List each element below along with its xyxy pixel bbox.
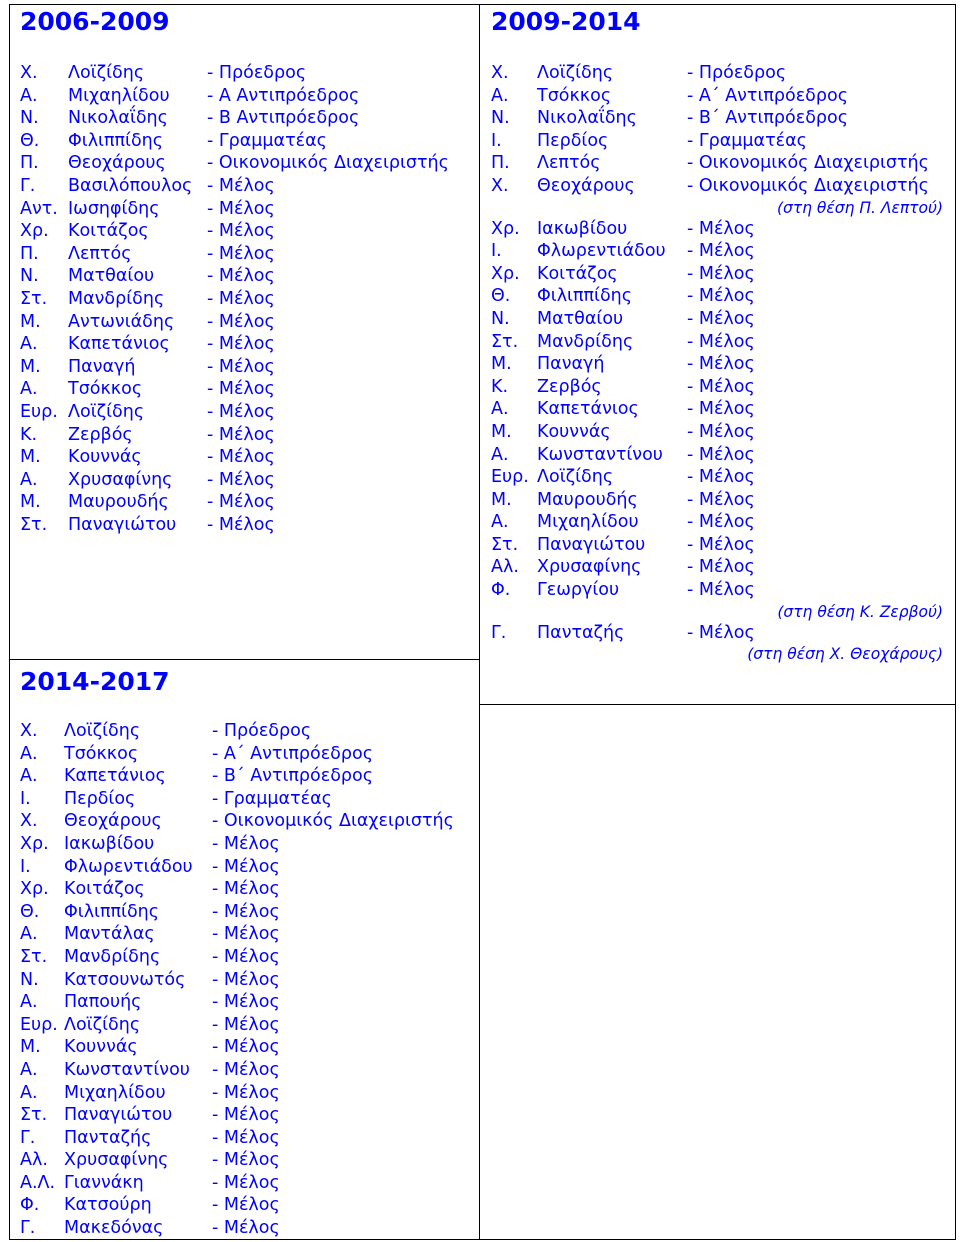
- member-surname: Κατσουνωτός: [64, 969, 186, 990]
- member-role: - Μέλος: [207, 356, 275, 377]
- section-title: 2006-2009: [20, 7, 170, 36]
- member-surname: Πανταζής: [64, 1127, 152, 1148]
- member-role: - Πρόεδρος: [207, 63, 307, 83]
- member-initial: Μ.: [20, 356, 41, 377]
- member-role: - Μέλος: [207, 288, 275, 309]
- member-row: [491, 489, 947, 512]
- member-surname: Κοιτάζος: [68, 221, 149, 242]
- member-surname: Φλωρεντιάδου: [64, 856, 193, 877]
- member-initial: Χρ.: [491, 218, 520, 239]
- member-surname: Ιακωβίδου: [64, 833, 155, 854]
- member-initial: Στ.: [491, 331, 519, 352]
- member-surname: Ματθαίου: [68, 266, 155, 287]
- committee-table: [9, 4, 956, 1240]
- member-row: [491, 130, 947, 153]
- member-role: - Μέλος: [207, 198, 275, 219]
- member-surname: Τσόκκος: [64, 743, 139, 764]
- member-initial: Μ.: [491, 354, 512, 375]
- member-role: - Μέλος: [212, 833, 280, 854]
- member-surname: Θεοχάρους: [537, 175, 635, 196]
- member-initial: Α.: [491, 85, 509, 106]
- member-role: - Μέλος: [212, 1218, 280, 1239]
- member-surname: Χρυσαφίνης: [537, 557, 642, 578]
- member-surname: Γιαννάκη: [64, 1172, 144, 1193]
- member-role: - Μέλος: [687, 286, 755, 307]
- member-note-text: (στη θέση Χ. Θεοχάρους): [747, 645, 943, 664]
- member-role: - Μέλος: [687, 622, 755, 643]
- member-surname: Λοϊζίδης: [68, 63, 145, 83]
- member-role: - Α΄ Αντιπρόεδρος: [687, 85, 848, 106]
- member-role: - Γραμματέας: [687, 130, 807, 151]
- member-role: - Μέλος: [687, 557, 755, 578]
- member-role: - Μέλος: [687, 534, 755, 555]
- member-row: [491, 421, 947, 444]
- member-initial: Γ.: [491, 622, 507, 643]
- member-surname: Γεωργίου: [537, 580, 620, 601]
- member-role: - Μέλος: [212, 1127, 280, 1148]
- member-initial: Α.: [491, 512, 509, 533]
- member-initial: Α.: [20, 85, 38, 106]
- member-surname: Μιχαηλίδου: [537, 512, 639, 533]
- member-role: - Μέλος: [207, 424, 275, 445]
- member-initial: Ευρ.: [491, 467, 529, 488]
- member-row: [491, 240, 947, 263]
- member-initial: Κ.: [20, 424, 38, 445]
- member-initial: Μ.: [491, 489, 512, 510]
- member-role: - Μέλος: [207, 266, 275, 287]
- member-surname: Λοϊζίδης: [64, 721, 141, 741]
- member-surname: Πανταζής: [537, 622, 625, 643]
- member-role: - Μέλος: [687, 308, 755, 329]
- member-surname: Μανδρίδης: [537, 331, 634, 352]
- member-role: - Γραμματέας: [212, 788, 332, 809]
- member-initial: Α.: [491, 399, 509, 420]
- member-surname: Κοιτάζος: [537, 263, 618, 284]
- member-initial: Α.: [491, 444, 509, 465]
- member-note-text: (στη θέση Κ. Ζερβού): [777, 602, 943, 621]
- member-initial: Ν.: [20, 108, 39, 129]
- member-role: - Μέλος: [687, 580, 755, 601]
- member-initial: Ν.: [491, 308, 510, 329]
- member-row: [491, 107, 947, 130]
- member-role: - Μέλος: [687, 399, 755, 420]
- member-role: - Μέλος: [207, 243, 275, 264]
- member-note: [491, 198, 947, 218]
- member-surname: Ζερβός: [68, 424, 133, 445]
- member-surname: Παναγιώτου: [68, 514, 177, 535]
- member-role: - Μέλος: [687, 354, 755, 375]
- member-initial: Θ.: [20, 901, 40, 922]
- member-role: - Μέλος: [207, 514, 275, 535]
- member-role: - Μέλος: [207, 311, 275, 332]
- member-role: - Μέλος: [212, 1014, 280, 1035]
- member-surname: Τσόκκος: [68, 379, 143, 400]
- member-row: [491, 218, 947, 241]
- member-row: [491, 62, 947, 85]
- member-role: - Μέλος: [212, 1105, 280, 1126]
- member-note-text: (στη θέση Π. Λεπτού): [776, 198, 943, 217]
- member-role: - Μέλος: [687, 421, 755, 442]
- member-initial: Α.: [20, 766, 38, 787]
- member-surname: Ματθαίου: [537, 308, 624, 329]
- border-right-split: [479, 704, 956, 705]
- member-row: [491, 331, 947, 354]
- member-initial: Ι.: [20, 788, 31, 809]
- member-role: - Μέλος: [212, 1059, 280, 1080]
- member-initial: Π.: [20, 153, 39, 174]
- member-initial: Μ.: [20, 1037, 41, 1058]
- member-initial: Χρ.: [491, 263, 520, 284]
- member-role: - Μέλος: [212, 1037, 280, 1058]
- member-role: - Μέλος: [207, 175, 275, 196]
- member-surname: Λεπτός: [68, 243, 132, 264]
- member-initial: Χ.: [491, 175, 509, 196]
- member-surname: Περδίος: [64, 788, 136, 809]
- section-title: 2014-2017: [20, 667, 170, 696]
- section-2006-2009: [9, 4, 479, 659]
- member-initial: Κ.: [491, 376, 509, 397]
- member-role: - Οικονομικός Διαχειριστής: [687, 175, 929, 196]
- member-initial: Ν.: [491, 108, 510, 129]
- member-initial: Μ.: [20, 311, 41, 332]
- member-row: [491, 308, 947, 331]
- member-role: - Β Αντιπρόεδρος: [207, 108, 360, 129]
- member-initial: Α.: [20, 1082, 38, 1103]
- member-role: - Μέλος: [687, 376, 755, 397]
- member-role: - Οικονομικός Διαχειριστής: [207, 153, 449, 174]
- member-role: - Πρόεδρος: [212, 721, 312, 741]
- member-surname: Λοϊζίδης: [537, 63, 614, 83]
- member-surname: Παναγή: [68, 356, 136, 377]
- member-initial: Ι.: [491, 130, 502, 151]
- member-surname: Ζερβός: [537, 376, 602, 397]
- member-surname: Παναγή: [537, 354, 605, 375]
- member-role: - Μέλος: [212, 1172, 280, 1193]
- member-role: - Μέλος: [207, 334, 275, 355]
- member-role: - Μέλος: [687, 489, 755, 510]
- member-surname: Τσόκκος: [537, 85, 612, 106]
- member-initial: Θ.: [20, 130, 40, 151]
- member-role: - Μέλος: [212, 1150, 280, 1171]
- member-row: [491, 353, 947, 376]
- member-surname: Περδίος: [537, 130, 609, 151]
- member-row: [491, 263, 947, 286]
- member-role: - Μέλος: [687, 444, 755, 465]
- member-initial: Χρ.: [20, 879, 49, 900]
- member-initial: Ευρ.: [20, 401, 58, 422]
- member-initial: Χ.: [20, 811, 38, 832]
- member-note: [491, 644, 947, 664]
- member-initial: Χ.: [491, 63, 509, 83]
- member-initial: Αλ.: [20, 1150, 48, 1171]
- member-surname: Θεοχάρους: [68, 153, 166, 174]
- member-surname: Λεπτός: [537, 153, 601, 174]
- member-initial: Χ.: [20, 721, 38, 741]
- member-row: [491, 398, 947, 421]
- member-role: - Μέλος: [212, 879, 280, 900]
- member-initial: Στ.: [20, 288, 48, 309]
- member-surname: Χρυσαφίνης: [64, 1150, 169, 1171]
- border-right: [955, 4, 956, 1240]
- member-role: - Μέλος: [687, 331, 755, 352]
- member-row: [491, 622, 947, 645]
- member-role: - Α΄ Αντιπρόεδρος: [212, 743, 373, 764]
- section-2014-2017: [9, 660, 479, 1240]
- member-row: [491, 376, 947, 399]
- member-role: - Μέλος: [207, 379, 275, 400]
- member-role: - Μέλος: [207, 447, 275, 468]
- member-surname: Λοϊζίδης: [64, 1014, 141, 1035]
- member-surname: Κωνσταντίνου: [537, 444, 663, 465]
- member-initial: Ι.: [20, 856, 31, 877]
- member-role: - Οικονομικός Διαχειριστής: [687, 153, 929, 174]
- section-2009-2014: [480, 4, 955, 704]
- member-surname: Βασιλόπουλος: [68, 175, 193, 196]
- member-role: - Πρόεδρος: [687, 63, 787, 83]
- member-surname: Νικολαΐδης: [68, 108, 168, 129]
- member-role: - Μέλος: [207, 469, 275, 490]
- member-surname: Μαυρουδής: [537, 489, 638, 510]
- member-row: [491, 175, 947, 198]
- member-surname: Κωνσταντίνου: [64, 1059, 190, 1080]
- member-initial: Ι.: [491, 241, 502, 262]
- member-initial: Π.: [491, 153, 510, 174]
- member-initial: Φ.: [491, 580, 511, 601]
- member-initial: Αντ.: [20, 198, 58, 219]
- member-initial: Α.: [20, 379, 38, 400]
- member-surname: Μαντάλας: [64, 924, 155, 945]
- member-row: [491, 85, 947, 108]
- member-surname: Λοϊζίδης: [68, 401, 145, 422]
- member-surname: Μανδρίδης: [64, 946, 161, 967]
- member-initial: Στ.: [20, 946, 48, 967]
- member-surname: Ιωσηφίδης: [68, 198, 160, 219]
- member-role: - Μέλος: [212, 856, 280, 877]
- member-initial: Στ.: [20, 514, 48, 535]
- member-role: - Μέλος: [212, 901, 280, 922]
- member-surname: Λοϊζίδης: [537, 467, 614, 488]
- member-initial: Γ.: [20, 175, 36, 196]
- member-surname: Κοιτάζος: [64, 879, 145, 900]
- member-initial: Χ.: [20, 63, 38, 83]
- member-surname: Παναγιώτου: [537, 534, 646, 555]
- member-surname: Μαυρουδής: [68, 492, 169, 513]
- member-initial: Α.: [20, 334, 38, 355]
- member-role: - Μέλος: [207, 221, 275, 242]
- member-initial: Γ.: [20, 1218, 36, 1239]
- member-surname: Κουννάς: [68, 447, 142, 468]
- member-initial: Α.: [20, 743, 38, 764]
- member-surname: Φιλιππίδης: [64, 901, 160, 922]
- member-surname: Καπετάνιος: [537, 399, 639, 420]
- member-role: - Μέλος: [212, 924, 280, 945]
- member-initial: Μ.: [20, 447, 41, 468]
- member-initial: Π.: [20, 243, 39, 264]
- member-role: - Μέλος: [212, 969, 280, 990]
- member-role: - Μέλος: [212, 946, 280, 967]
- member-role: - Μέλος: [212, 992, 280, 1013]
- member-surname: Μακεδόνας: [64, 1218, 164, 1239]
- member-row: [491, 556, 947, 579]
- member-initial: Α.: [20, 924, 38, 945]
- member-list: [491, 62, 947, 664]
- member-surname: Παναγιώτου: [64, 1105, 173, 1126]
- member-initial: Μ.: [20, 492, 41, 513]
- member-initial: Α.Λ.: [20, 1172, 56, 1193]
- member-note: [491, 602, 947, 622]
- member-initial: Α.: [20, 469, 38, 490]
- member-surname: Φιλιππίδης: [537, 286, 633, 307]
- member-role: - Μέλος: [212, 1195, 280, 1216]
- member-surname: Κουννάς: [537, 421, 611, 442]
- member-initial: Μ.: [491, 421, 512, 442]
- member-initial: Στ.: [491, 534, 519, 555]
- member-role: - Μέλος: [687, 263, 755, 284]
- member-surname: Μιχαηλίδου: [68, 85, 170, 106]
- member-role: - Μέλος: [687, 512, 755, 533]
- member-role: - Μέλος: [687, 218, 755, 239]
- member-surname: Ιακωβίδου: [537, 218, 628, 239]
- member-role: - Γραμματέας: [207, 130, 327, 151]
- member-surname: Νικολαΐδης: [537, 108, 637, 129]
- member-role: - Μέλος: [207, 492, 275, 513]
- member-role: - Μέλος: [212, 1082, 280, 1103]
- member-initial: Α.: [20, 1059, 38, 1080]
- member-role: - Μέλος: [687, 467, 755, 488]
- member-initial: Ευρ.: [20, 1014, 58, 1035]
- member-surname: Φλωρεντιάδου: [537, 241, 666, 262]
- member-initial: Α.: [20, 992, 38, 1013]
- member-initial: Ν.: [20, 969, 39, 990]
- member-role: - Β΄ Αντιπρόεδρος: [687, 108, 849, 129]
- member-surname: Αντωνιάδης: [68, 311, 175, 332]
- member-surname: Κατσούρη: [64, 1195, 152, 1216]
- member-row: [491, 466, 947, 489]
- member-initial: Ν.: [20, 266, 39, 287]
- member-role: - Α Αντιπρόεδρος: [207, 85, 360, 106]
- member-initial: Χρ.: [20, 833, 49, 854]
- member-initial: Στ.: [20, 1105, 48, 1126]
- member-surname: Μανδρίδης: [68, 288, 165, 309]
- member-role: - Μέλος: [687, 241, 755, 262]
- member-role: - Μέλος: [207, 401, 275, 422]
- member-initial: Γ.: [20, 1127, 36, 1148]
- member-row: [491, 152, 947, 175]
- member-row: [491, 534, 947, 557]
- member-initial: Αλ.: [491, 557, 519, 578]
- member-row: [491, 444, 947, 467]
- member-initial: Θ.: [491, 286, 511, 307]
- member-surname: Καπετάνιος: [64, 766, 166, 787]
- member-initial: Φ.: [20, 1195, 40, 1216]
- member-initial: Χρ.: [20, 221, 49, 242]
- member-surname: Κουννάς: [64, 1037, 138, 1058]
- member-surname: Θεοχάρους: [64, 811, 162, 832]
- member-surname: Χρυσαφίνης: [68, 469, 173, 490]
- member-row: [491, 579, 947, 602]
- member-surname: Μιχαηλίδου: [64, 1082, 166, 1103]
- member-surname: Καπετάνιος: [68, 334, 170, 355]
- member-role: - Β΄ Αντιπρόεδρος: [212, 766, 374, 787]
- member-surname: Φιλιππίδης: [68, 130, 164, 151]
- member-role: - Οικονομικός Διαχειριστής: [212, 811, 454, 832]
- member-row: [491, 511, 947, 534]
- member-row: [491, 285, 947, 308]
- member-surname: Παπουής: [64, 992, 142, 1013]
- section-title: 2009-2014: [491, 7, 641, 36]
